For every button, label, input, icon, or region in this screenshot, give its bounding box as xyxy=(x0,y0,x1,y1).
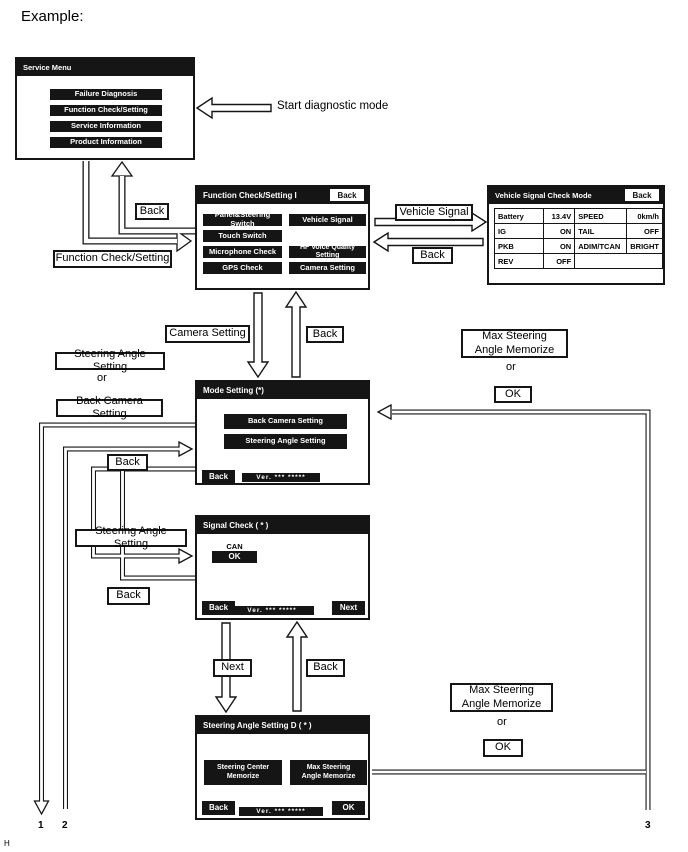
hf-voice-quality-button[interactable]: HF Voice Quality Setting xyxy=(289,246,366,258)
steering-angle-setting-title: Steering Angle Setting D ( * ) xyxy=(197,717,368,734)
mode-setting-back-button[interactable]: Back xyxy=(202,470,235,483)
vehicle-signal-label: Vehicle Signal xyxy=(395,204,473,221)
vehicle-signal-check-title: Vehicle Signal Check Mode xyxy=(489,187,663,204)
max-steering-memorize-label xyxy=(450,683,553,712)
label-line: Max Steering xyxy=(482,330,547,343)
function-check-back-button[interactable]: Back xyxy=(330,189,364,201)
or-label: or xyxy=(506,361,516,373)
button-line: Max Steering xyxy=(306,764,351,772)
example-heading: Example: xyxy=(21,8,84,25)
back-label: Back xyxy=(412,247,453,264)
connector-number-3: 3 xyxy=(645,820,651,831)
back-camera-setting-button[interactable]: Back Camera Setting xyxy=(224,414,347,429)
signal-check-screen xyxy=(195,515,370,620)
product-information-button[interactable]: Product Information xyxy=(50,137,162,148)
signal-check-ok-button[interactable]: OK xyxy=(212,551,257,563)
vehicle-signal-button[interactable]: Vehicle Signal xyxy=(289,214,366,226)
connector-number-2: 2 xyxy=(62,820,68,831)
or-label: or xyxy=(497,716,507,728)
steering-ok-button[interactable]: OK xyxy=(332,801,365,815)
ok-label: OK xyxy=(483,739,523,757)
table-row: REV OFF xyxy=(495,254,663,269)
panel-steering-switch-button[interactable]: Panel&Steering Switch xyxy=(203,214,282,226)
version-bar: Ver. *** ***** xyxy=(242,473,320,482)
microphone-check-button[interactable]: Microphone Check xyxy=(203,246,282,258)
label-line: Angle Memorize xyxy=(461,697,542,710)
back-label: Back xyxy=(107,454,148,471)
button-line: Steering Center xyxy=(216,764,270,772)
can-label: CAN xyxy=(226,542,243,551)
connector-number-1: 1 xyxy=(38,820,44,831)
back-label: Back xyxy=(135,203,169,220)
ok-label: OK xyxy=(494,386,532,403)
steering-back-button[interactable]: Back xyxy=(202,801,235,815)
camera-setting-button[interactable]: Camera Setting xyxy=(289,262,366,274)
version-bar: Ver. *** ***** xyxy=(239,807,323,816)
max-steering-angle-memorize-button[interactable] xyxy=(290,760,367,785)
vehicle-signal-table xyxy=(494,208,663,269)
button-line: Memorize xyxy=(226,772,260,780)
signal-check-title: Signal Check ( * ) xyxy=(197,517,368,534)
label-line: Max Steering xyxy=(469,684,534,697)
signal-check-next-button[interactable]: Next xyxy=(332,601,365,615)
label-line: Angle Memorize xyxy=(474,343,555,356)
button-line: Angle Memorize xyxy=(301,772,356,780)
steering-angle-setting-label: Steering Angle Setting xyxy=(75,529,187,547)
steering-angle-setting-label: Steering Angle Setting xyxy=(55,352,165,370)
table-row: Battery 13.4V SPEED 0km/h xyxy=(495,209,663,224)
max-steering-memorize-label xyxy=(461,329,568,358)
table-row: IG ON TAIL OFF xyxy=(495,224,663,239)
back-label: Back xyxy=(306,326,344,343)
back-camera-setting-label: Back Camera Setting xyxy=(56,399,163,417)
page-marker: H xyxy=(4,839,10,848)
service-information-button[interactable]: Service Information xyxy=(50,121,162,132)
gps-check-button[interactable]: GPS Check xyxy=(203,262,282,274)
vehicle-signal-check-screen xyxy=(487,185,665,285)
camera-setting-label: Camera Setting xyxy=(165,325,250,343)
service-menu-screen xyxy=(15,57,195,160)
version-bar: Ver. *** ***** xyxy=(230,606,314,615)
back-label: Back xyxy=(107,587,150,605)
table-row: PKB ON ADIM/TCAN BRIGHT xyxy=(495,239,663,254)
function-check-title: Function Check/Setting I xyxy=(197,187,368,204)
steering-angle-setting-button[interactable]: Steering Angle Setting xyxy=(224,434,347,449)
steering-center-memorize-button[interactable] xyxy=(204,760,282,785)
function-check-setting-button[interactable]: Function Check/Setting xyxy=(50,105,162,116)
vehicle-signal-back-button[interactable]: Back xyxy=(625,189,659,201)
mode-setting-title: Mode Setting (*) xyxy=(197,382,368,399)
next-label: Next xyxy=(213,659,252,677)
service-menu-title: Service Menu xyxy=(17,59,193,76)
function-check-setting-label: Function Check/Setting xyxy=(53,250,172,268)
function-check-screen xyxy=(195,185,370,290)
steering-angle-setting-screen xyxy=(195,715,370,820)
touch-switch-button[interactable]: Touch Switch xyxy=(203,230,282,242)
start-diagnostic-label: Start diagnostic mode xyxy=(277,100,389,112)
or-label: or xyxy=(97,372,107,384)
back-label: Back xyxy=(306,659,345,677)
signal-check-back-button[interactable]: Back xyxy=(202,601,235,615)
failure-diagnosis-button[interactable]: Failure Diagnosis xyxy=(50,89,162,100)
mode-setting-screen xyxy=(195,380,370,485)
